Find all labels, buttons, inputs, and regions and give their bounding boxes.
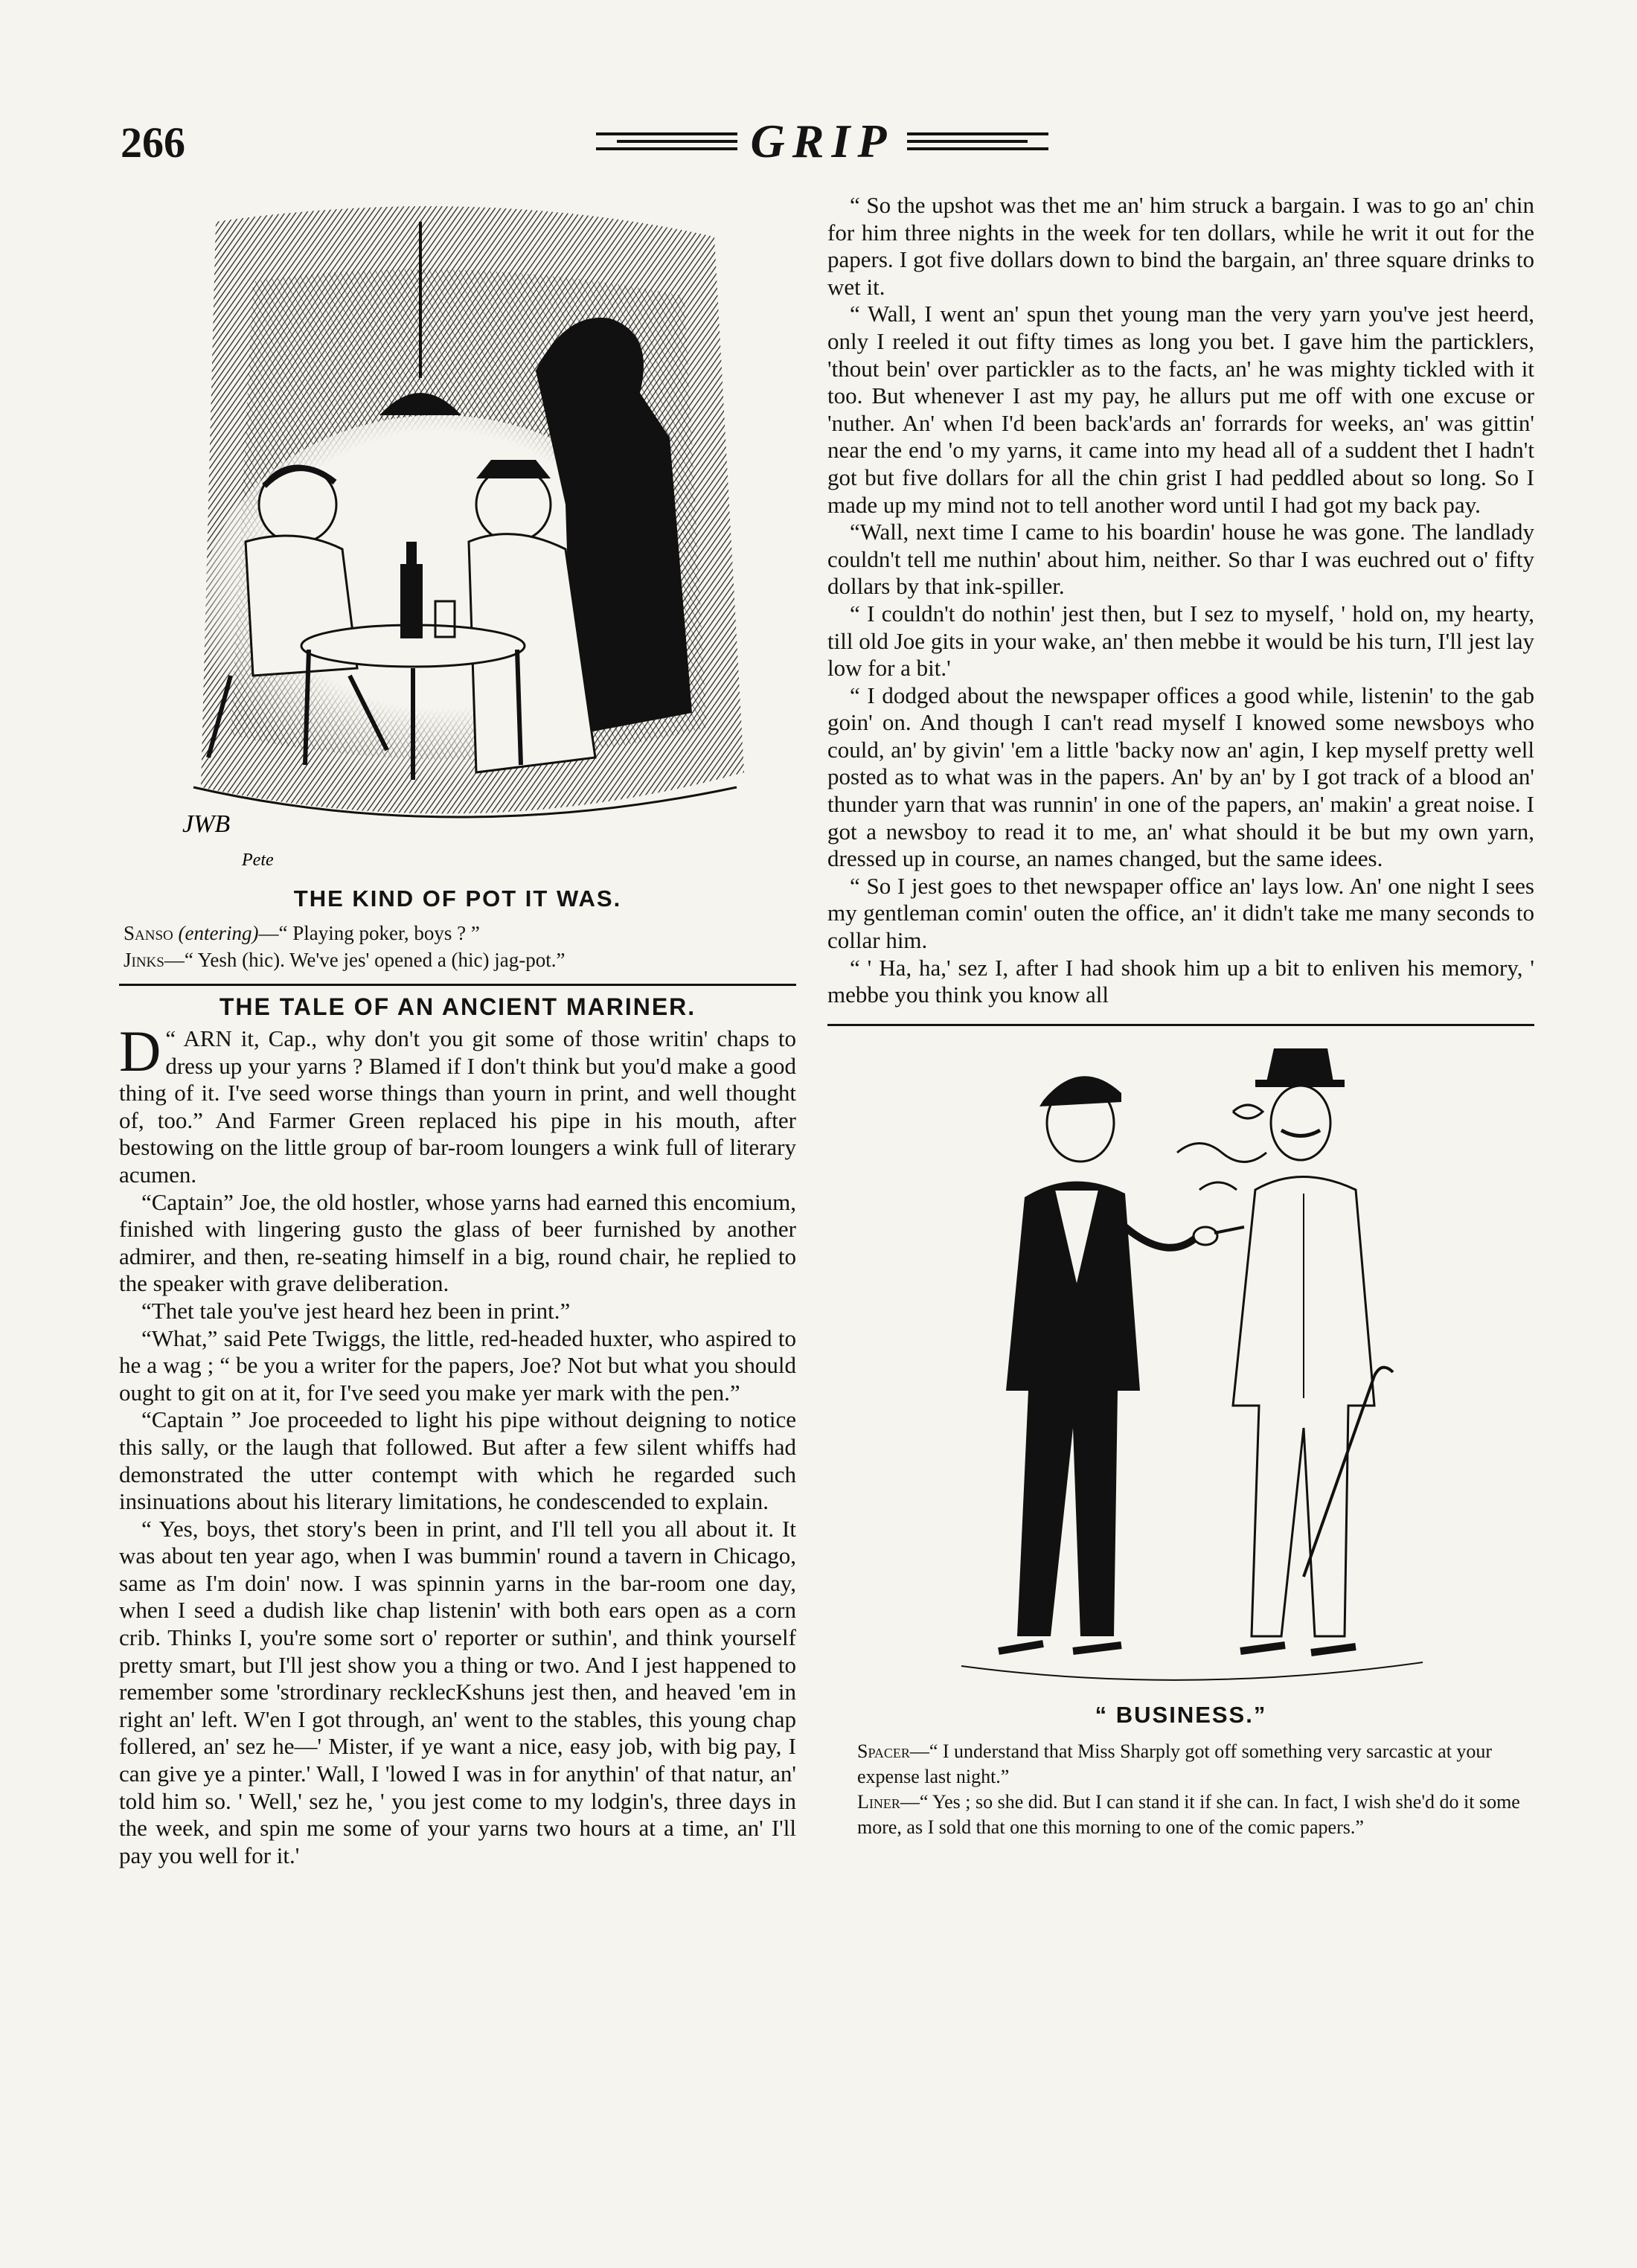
drop-cap: D: [119, 1019, 161, 1083]
right-column: [827, 192, 1534, 1840]
masthead-rule-left: [596, 132, 737, 150]
article-paragraph: “ I dodged about the newspaper offices a good while, listenin' to the gab goin' on. And though I can't read myself I knowed some newsboys who could, an' by givin' 'em a little 'backy now an' agin, I kep myself pretty well posted as to what was in the papers. An' by an' by I got track of a blood an' thunder yarn that was runnin' in one of the papers, an' makin' a great noise. I got a newsboy to read it to me, an' what should it be but my own yarn, dressed up in course, an names changed, but the same idees.: [827, 682, 1534, 872]
dialog-line: [857, 1790, 1534, 1840]
article-paragraph: “ So I jest goes to thet newspaper office an' lays low. An' one night I sees my gentleman comin' outen the office, an' it didn't take me many seconds to collar him.: [827, 872, 1534, 954]
article-paragraph: D “ ARN it, Cap., why don't you git some of those writin' chaps to dress up your yarns ? Blamed if I don't think but you'd make a good thing of it. I've seed worse things than yourn in print, and well thought of, too.” And Farmer Green replaced his pipe in his mouth, after bestowing on the little group of bar-room loungers a wink full of literary acumen.: [119, 1019, 796, 1188]
dialog-line: [124, 920, 796, 946]
poker-cartoon-illustration: [119, 192, 796, 891]
cartoon-two-dialog: [857, 1739, 1534, 1840]
article-paragraph: “What,” said Pete Twiggs, the little, red-headed huxter, who aspired to he a wag ; “ be you a writer for the papers, Joe? Not but what you should ought to git on at it, for I've seed you make yer mark with the pen.”: [119, 1324, 796, 1406]
speaker-name: Liner: [857, 1790, 900, 1813]
dialog-line: [124, 946, 796, 973]
dialog-line: [857, 1739, 1534, 1790]
cartoon-two-title: “ BUSINESS.”: [1095, 1701, 1267, 1728]
engraver-signature: Pete: [242, 850, 274, 870]
left-column: [119, 192, 796, 1869]
masthead: [573, 112, 1071, 171]
article-body-left: [119, 1019, 796, 1869]
article-body-right: [827, 192, 1534, 1009]
dialog-text: —“ I understand that Miss Sharply got off something very sarcastic at your expense last night.”: [857, 1740, 1493, 1787]
speaker-name: Sanso: [124, 922, 173, 944]
artist-signature: JWB: [182, 810, 231, 838]
dialog-text: —“ Yes ; so she did. But I can stand it if she can. In fact, I wish she'd do it some more, as I sold that one this morning to one of the comic papers.”: [857, 1790, 1520, 1838]
page-number: 266: [121, 118, 185, 167]
article-paragraph: “ Yes, boys, thet story's been in print, and I'll tell you all about it. It was about ten year ago, when I was bummin' round a tavern in Chicago, same as I'm doin' now. I was spinnin yarns in the bar-room one day, when I seed a dudish like chap listenin' with both ears open as a corn crib. Thinks I, you're some sort o' reporter or suthin', and think yourself pretty smart, but I'll jest show you a thing or two. And I jest happened to remember some 'strordinary recklecKshuns jest then, and heaved 'em in right an' left. W'en I got through, an' went to the stables, this young chap follered, an' sez he—' Mister, if ye want a nice, easy job, with big pay, I can give ye a pinter.' Wall, I 'lowed I was in for anythin' of that natur, an' told him so. ' Well,' sez he, ' you jest come to my lodgin's, three days in the week, and spin me some of your yarns two hours at a time, an' I'll pay you well for it.': [119, 1515, 796, 1868]
business-cartoon-illustration: [827, 1041, 1534, 1696]
cartoon-one-title: THE KIND OF POT IT WAS.: [293, 885, 622, 912]
speaker-name: Jinks: [124, 949, 164, 971]
article-paragraph: “Captain ” Joe proceeded to light his pipe without deigning to notice this sally, or the laugh that followed. But after a few silent whiffs had demonstrated the utter contempt with which he regarded such insinuations about his literary limitations, he condescended to explain.: [119, 1406, 796, 1515]
article-paragraph: “ I couldn't do nothin' jest then, but I sez to myself, ' hold on, my hearty, till old Joe gits in your wake, an' then mebbe it would be his turn, I'll jest lay low for a bit.': [827, 600, 1534, 682]
article-paragraph: “ So the upshot was thet me an' him struck a bargain. I was to go an' chin for him three nights in the week for ten dollars, while he writ it out for the papers. I got five dollars down to bind the bargain, an' three square drinks to wet it.: [827, 192, 1534, 300]
masthead-title: GRIP: [750, 115, 894, 167]
speaker-name: Spacer: [857, 1740, 910, 1762]
masthead-rule-right: [907, 132, 1048, 150]
article-title: THE TALE OF AN ANCIENT MARINER.: [219, 993, 696, 1020]
article-paragraph: “ ' Ha, ha,' sez I, after I had shook him up a bit to enliven his memory, ' mebbe you think you know all: [827, 954, 1534, 1008]
article-paragraph: “Thet tale you've jest heard hez been in print.”: [141, 1297, 571, 1324]
article-paragraph: “Captain” Joe, the old hostler, whose yarns had earned this encomium, finished with lingering gusto the glass of beer furnished by another admirer, and then, re-seating himself in a big, round chair, he replied to the speaker with grave deliberation.: [119, 1188, 796, 1297]
stage-direction: (entering): [178, 922, 259, 944]
section-divider: [827, 1024, 1534, 1026]
article-paragraph: “ Wall, I went an' spun thet young man the very yarn you've jest heerd, only I reeled it out fifty times as long you bet. I gave him the particklers, 'thout bein' over partickler as to the facts, an' he was mighty tickled with it too. But whenever I ast my pay, he allurs put me off with one excuse or 'nuther. An' when I'd been back'ards an' forrards for weeks, an' was gittin' near the end 'o my yarns, it came into my head all of a suddent thet I hadn't got but five dollars for all the chin grist I had peddled about so long. So I made up my mind not to tell another word until I had got my back pay.: [827, 301, 1534, 518]
dialog-text: —“ Yesh (hic). We've jes' opened a (hic) jag-pot.”: [164, 949, 566, 971]
cartoon-one-dialog: [124, 920, 796, 973]
article-paragraph: “Wall, next time I came to his boardin' house he was gone. The landlady couldn't tell me nuthin' about him, neither. So thar I was euchred out o' fifty dollars by that ink-spiller.: [827, 519, 1534, 600]
dialog-text: —“ Playing poker, boys ? ”: [258, 922, 480, 944]
section-divider: [119, 984, 796, 986]
